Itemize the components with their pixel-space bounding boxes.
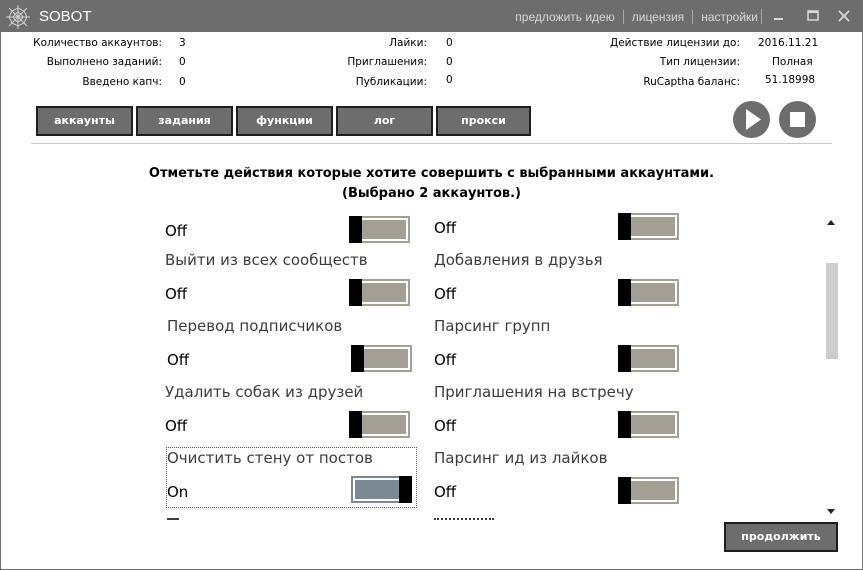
- meeting-invites-state: Off: [434, 417, 457, 435]
- meeting-invites-label: Приглашения на встречу: [434, 383, 634, 401]
- suggest-idea-link[interactable]: предложить идею: [515, 10, 615, 24]
- invites-label: Приглашения:: [347, 56, 427, 68]
- clear-wall-state: On: [167, 483, 189, 501]
- parse-groups-toggle[interactable]: [618, 345, 679, 372]
- minimize-icon[interactable]: [765, 7, 791, 27]
- parse-likes-state: Off: [434, 483, 457, 501]
- license-link[interactable]: лицензия: [631, 10, 685, 24]
- remove-dogs-label: Удалить собак из друзей: [165, 383, 364, 401]
- option-state: Off: [165, 222, 188, 240]
- transfer-subscribers-toggle[interactable]: [351, 345, 412, 372]
- leave-groups-label: Выйти из всех сообществ: [165, 251, 368, 269]
- tab-tasks[interactable]: задания: [136, 106, 233, 136]
- tasks-done-value: 0: [179, 56, 186, 68]
- license-type-value: Полная: [772, 56, 813, 68]
- instruction-text: Отметьте действия которые хотите совершить с выбранными аккаунтами.: [148, 166, 715, 181]
- accounts-count-value: 3: [179, 37, 186, 49]
- accounts-count-label: Количество аккаунтов:: [33, 37, 162, 49]
- leave-groups-state: Off: [165, 285, 188, 303]
- transfer-subscribers-state: Off: [167, 351, 190, 369]
- clear-wall-label: Очистить стену от постов: [167, 449, 373, 467]
- license-type-label: Тип лицензии:: [659, 56, 740, 68]
- option-toggle[interactable]: [618, 213, 679, 240]
- clipped-row: [151, 510, 711, 522]
- rucaptcha-balance-value: 51.18998: [765, 74, 816, 86]
- title-links: [515, 10, 758, 24]
- add-friends-label: Добавления в друзья: [434, 251, 603, 269]
- license-until-value: 2016.11.21: [758, 37, 819, 49]
- tab-functions[interactable]: функции: [236, 106, 333, 136]
- divider: [31, 143, 832, 144]
- clear-wall-toggle[interactable]: [351, 476, 412, 503]
- scroll-up-arrow-icon[interactable]: [824, 216, 838, 228]
- app-title: SOBOT: [39, 8, 92, 25]
- settings-link[interactable]: настройки: [701, 10, 758, 24]
- captcha-count-label: Введено капч:: [82, 76, 162, 88]
- tasks-done-label: Выполнено заданий:: [46, 56, 162, 68]
- leave-groups-toggle[interactable]: [349, 279, 410, 306]
- divider: [692, 10, 693, 24]
- clipped-label-fragment: [167, 518, 179, 520]
- divider: [623, 10, 624, 24]
- stop-button[interactable]: [779, 101, 816, 138]
- parse-likes-toggle[interactable]: [618, 477, 679, 504]
- invites-value: 0: [446, 56, 453, 68]
- transfer-subscribers-label: Перевод подписчиков: [167, 317, 343, 335]
- option-toggle[interactable]: [349, 216, 410, 243]
- title-bar[interactable]: [1, 1, 862, 32]
- scrollbar-thumb[interactable]: [826, 263, 838, 359]
- add-friends-state: Off: [434, 285, 457, 303]
- option-state: Off: [434, 219, 457, 237]
- captcha-count-value: 0: [179, 76, 186, 88]
- rucaptcha-balance-label: RuCaptha баланс:: [643, 76, 740, 88]
- likes-label: Лайки:: [389, 37, 427, 49]
- stop-icon: [779, 101, 816, 138]
- meeting-invites-toggle[interactable]: [618, 411, 679, 438]
- clipped-label-fragment: [434, 518, 494, 520]
- divider: [761, 9, 762, 24]
- selected-count-text: (Выбрано 2 аккаунтов.): [342, 186, 521, 201]
- likes-value: 0: [446, 37, 453, 49]
- play-button[interactable]: [733, 101, 770, 138]
- posts-value: 0: [446, 74, 453, 86]
- close-icon[interactable]: [831, 7, 857, 27]
- tab-accounts[interactable]: аккаунты: [36, 106, 133, 136]
- continue-button[interactable]: продолжить: [724, 522, 838, 552]
- license-until-label: Действие лицензии до:: [610, 37, 740, 49]
- parse-groups-state: Off: [434, 351, 457, 369]
- parse-likes-label: Парсинг ид из лайков: [434, 449, 608, 467]
- tab-log[interactable]: лог: [336, 106, 433, 136]
- spiderweb-icon: [5, 4, 31, 30]
- tab-proxy[interactable]: прокси: [436, 106, 531, 136]
- remove-dogs-toggle[interactable]: [349, 411, 410, 438]
- play-icon: [733, 101, 770, 138]
- scroll-down-arrow-icon[interactable]: [824, 506, 838, 518]
- posts-label: Публикации:: [355, 76, 427, 88]
- remove-dogs-state: Off: [165, 417, 188, 435]
- maximize-icon[interactable]: [800, 7, 826, 27]
- parse-groups-label: Парсинг групп: [434, 317, 551, 335]
- add-friends-toggle[interactable]: [618, 279, 679, 306]
